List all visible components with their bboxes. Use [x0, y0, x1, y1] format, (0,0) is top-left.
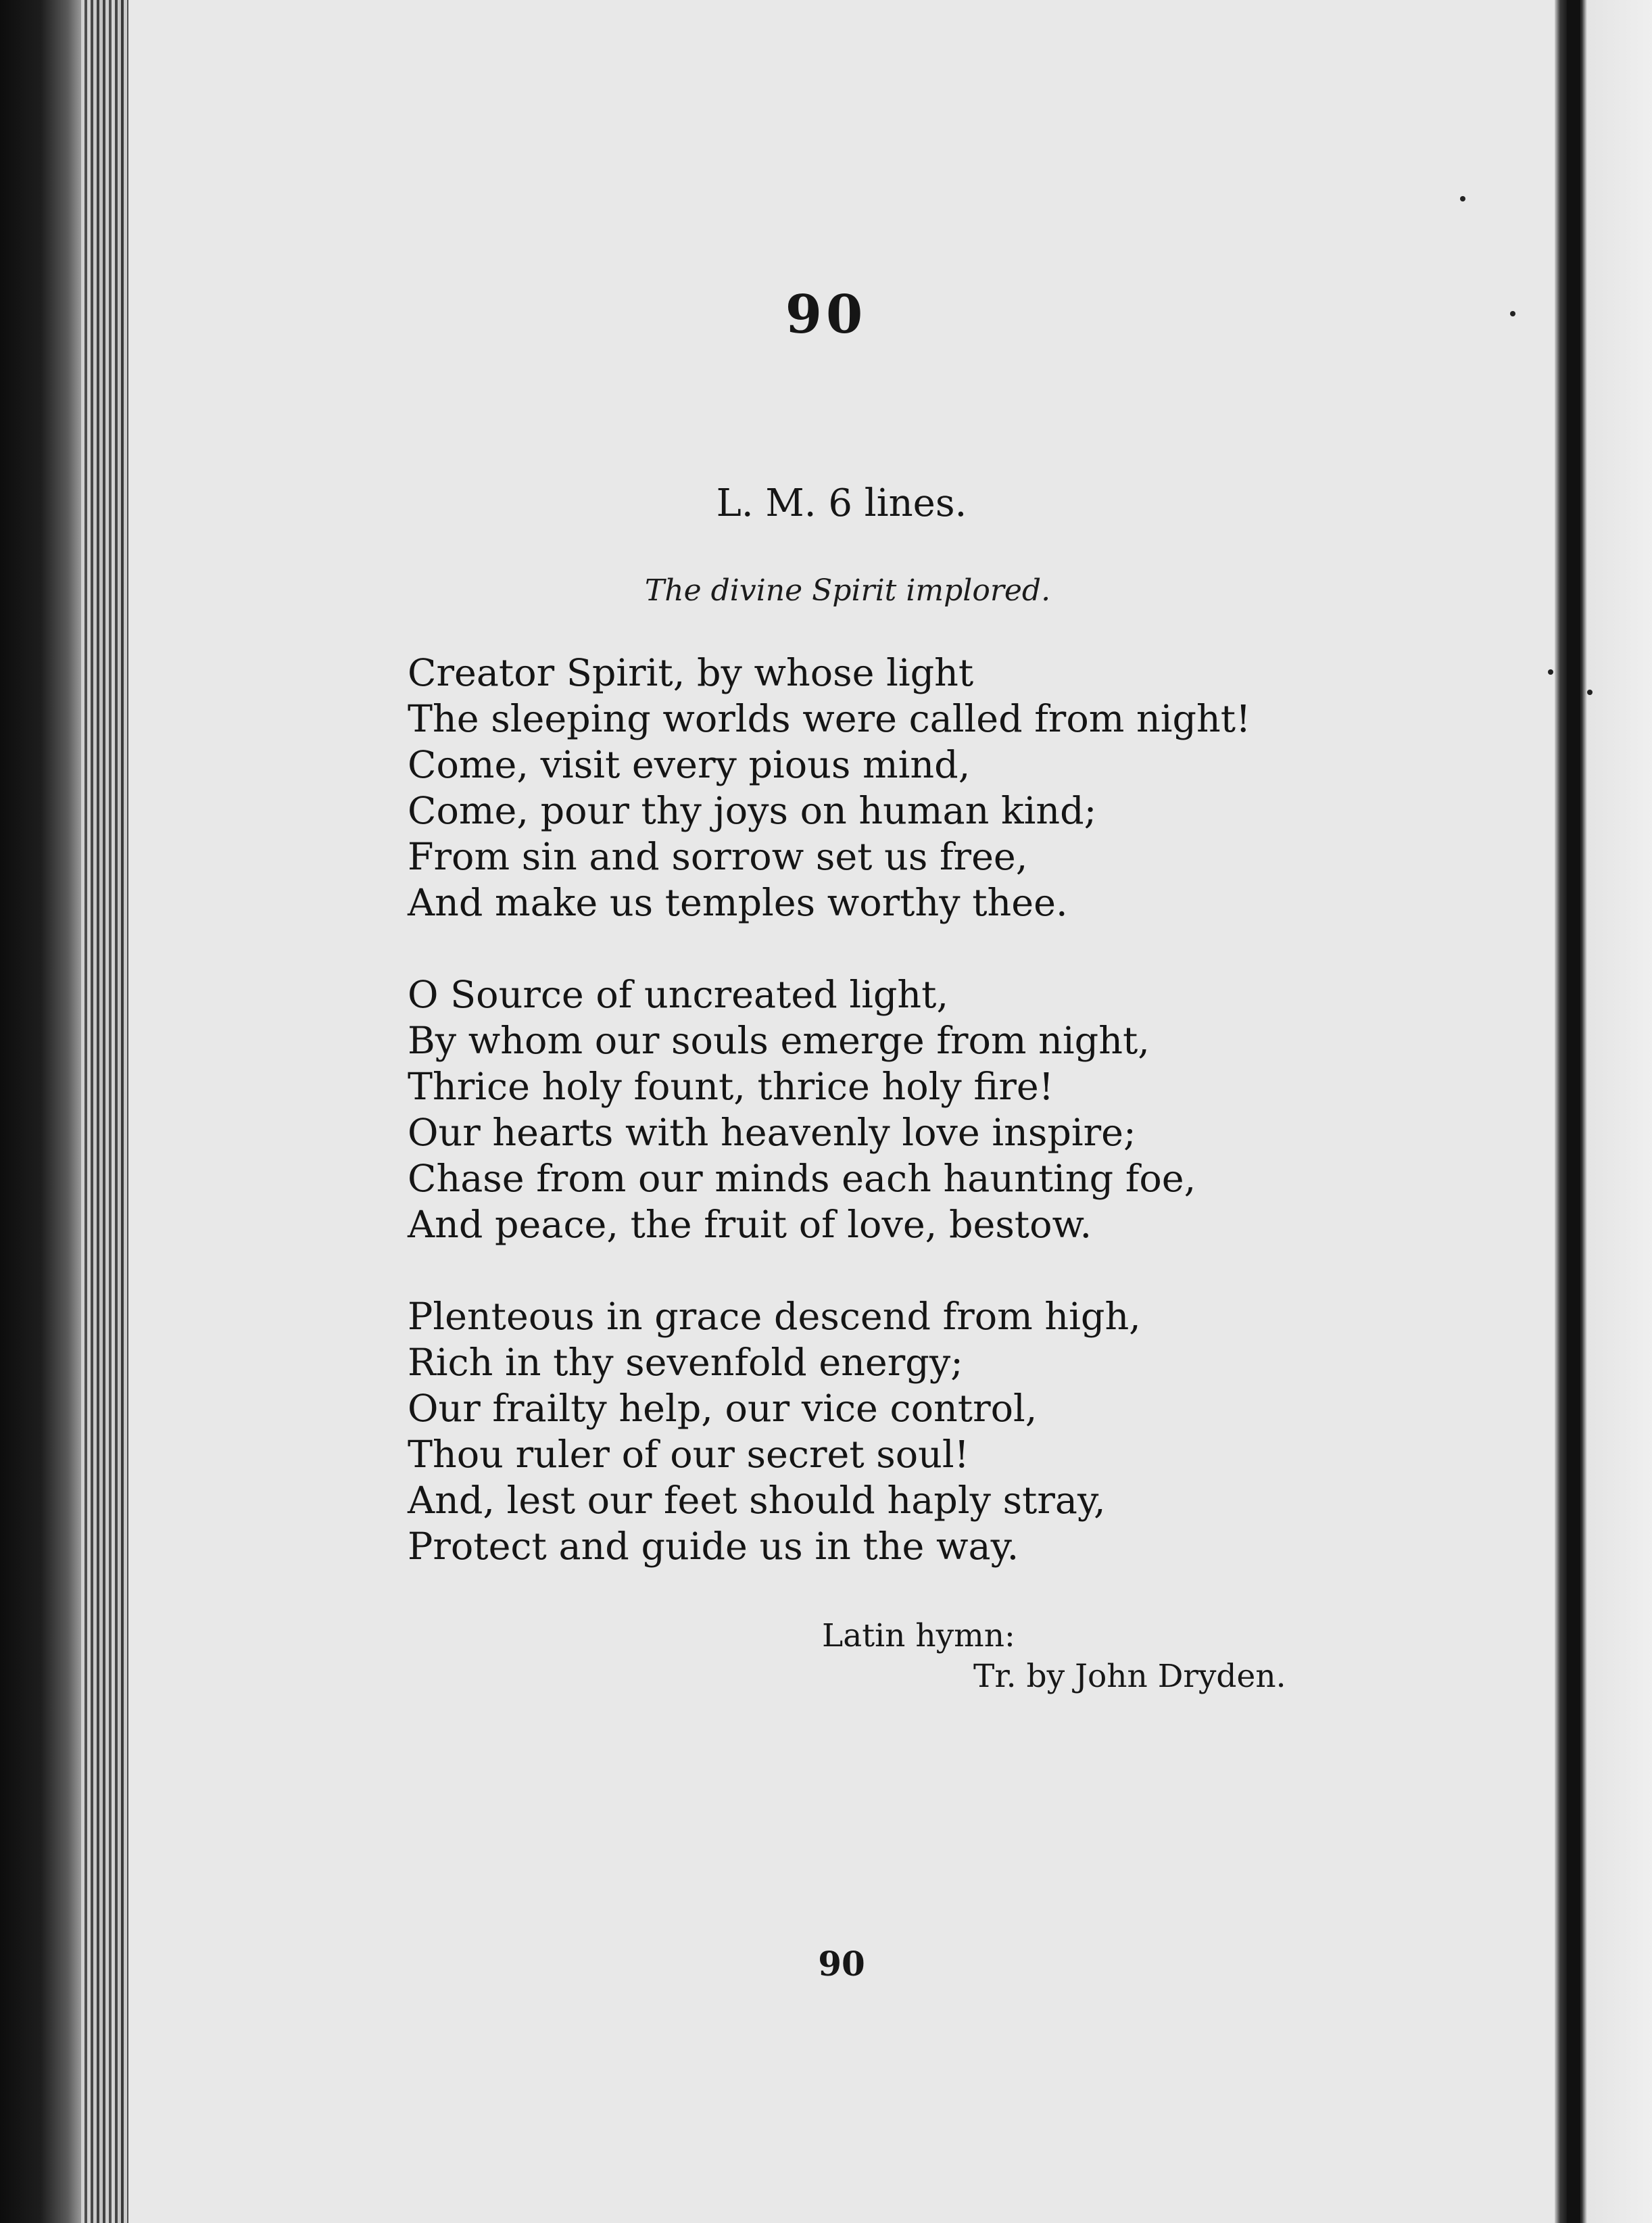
stanza-3	[408, 1294, 1354, 1570]
hymn-subtitle: The divine Spirit implored.	[644, 573, 1051, 608]
verse-line: And make us temples worthy thee.	[408, 881, 1068, 925]
verse-line: Plenteous in grace descend from high,	[408, 1295, 1141, 1339]
print-speck	[1460, 196, 1465, 201]
verse-line: Creator Spirit, by whose light	[408, 651, 974, 695]
verse-line: Come, visit every pious mind,	[408, 743, 971, 787]
verse-line: From sin and sorrow set us free,	[408, 835, 1028, 879]
verse-line: And, lest our feet should haply stray,	[408, 1479, 1106, 1523]
verse-line: Come, pour thy joys on human kind;	[408, 789, 1097, 833]
verse-line: Thou ruler of our secret soul!	[408, 1433, 969, 1477]
verse-line: Chase from our minds each haunting foe,	[408, 1157, 1196, 1201]
hymn-meter: L. M. 6 lines.	[716, 481, 967, 525]
hymn-number: 90	[785, 284, 867, 345]
verse-line: Thrice holy fount, thrice holy fire!	[408, 1065, 1054, 1109]
hymn-attribution	[822, 1616, 1363, 1697]
stanza-1	[408, 650, 1354, 926]
verse-line: Our hearts with heavenly love inspire;	[408, 1111, 1136, 1155]
print-speck	[1548, 669, 1553, 675]
verse-line: The sleeping worlds were called from night!	[408, 697, 1251, 741]
verse-line: Protect and guide us in the way.	[408, 1525, 1019, 1569]
hymn-verses	[408, 650, 1354, 1616]
verse-line: Rich in thy sevenfold energy;	[408, 1341, 963, 1385]
page-number: 90	[818, 1944, 865, 1984]
stanza-2	[408, 972, 1354, 1248]
attribution-source: Latin hymn:	[822, 1617, 1015, 1654]
print-speck	[1587, 690, 1593, 695]
verse-line: By whom our souls emerge from night,	[408, 1019, 1150, 1063]
attribution-translator: Tr. by John Dryden.	[973, 1658, 1286, 1695]
verse-line: O Source of uncreated light,	[408, 973, 949, 1017]
verse-line: Our frailty help, our vice control,	[408, 1387, 1038, 1431]
verse-line: And peace, the fruit of love, bestow.	[408, 1203, 1092, 1247]
